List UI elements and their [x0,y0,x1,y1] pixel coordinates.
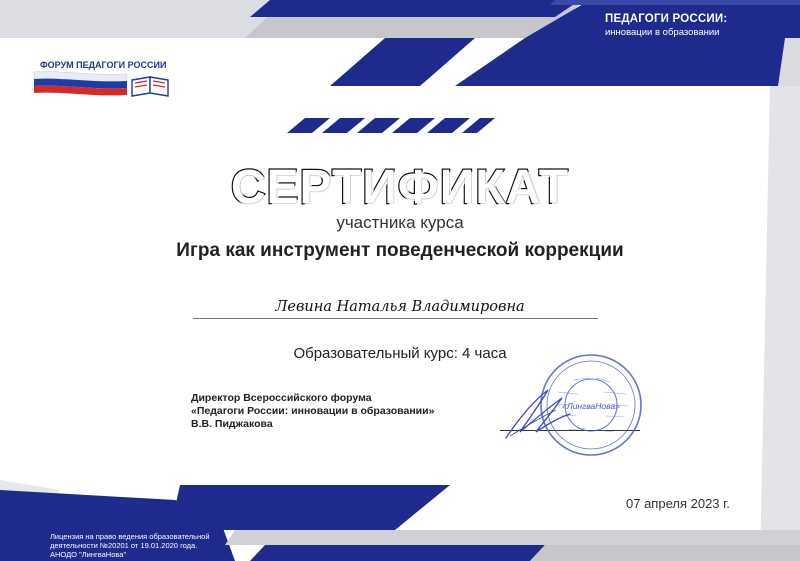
signatory-title: Директор Всероссийского форума [191,392,372,404]
signatory-block [191,392,434,431]
top-navy-strip [250,0,580,17]
course-name: Игра как инструмент поведенческой коррекции [176,240,624,261]
stamp-center-text: «ЛингваНова» [562,401,620,411]
bottom-right-gray [530,545,800,561]
signatory-name: В.В. Пиджакова [191,418,273,430]
logo-text: ФОРУМ ПЕДАГОГИ РОССИИ [40,60,167,70]
brand-text [605,13,727,39]
header-stripes [287,118,495,133]
top-right-navy-wedge [455,38,800,86]
brand-line-1: ПЕДАГОГИ РОССИИ: [605,13,728,25]
bottom-navy-strip [250,545,545,561]
brand-line-2: инновации в образовании [605,27,720,38]
license-line-2: деятельности №20201 от 19.01.2020 года. [50,541,198,550]
recipient-underline [193,318,598,319]
signatory-organization: «Педагоги России: инновации в образовании» [191,405,435,417]
top-navy-small-wedge [330,38,475,86]
license-text [50,532,210,559]
license-line-3: АНОДО "ЛингваНова" [50,550,127,559]
handwritten-signature [500,380,585,442]
top-left-gray-band [0,0,290,38]
course-hours: Образовательный курс: 4 часа [293,345,507,362]
issue-date: 07 апреля 2023 г. [626,496,730,511]
certificate-subtitle: участника курса [336,213,464,232]
recipient-name: Левина Наталья Владимировна [275,299,525,315]
license-line-1: Лицензия на право ведения образовательной [50,532,210,541]
right-gray-bar [760,86,800,561]
certificate-title: СЕРТИФИКАТ [230,161,570,214]
forum-logo [32,58,177,104]
bottom-navy-wedge [170,485,450,530]
bottom-gray-band [225,530,800,545]
top-edge-strip [550,0,800,5]
